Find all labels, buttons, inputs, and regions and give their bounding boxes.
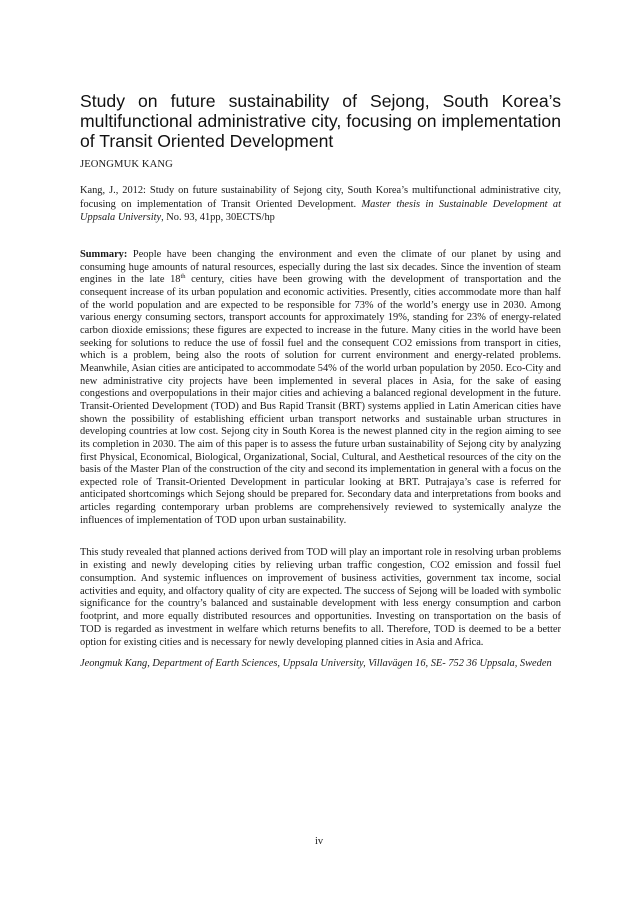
citation-series: Master thesis in Sustainable Development at Uppsala University bbox=[80, 198, 562, 224]
author-affiliation: Jeongmuk Kang, Department of Earth Sciences, Uppsala University, Villavägen 16, SE- 752 36 Uppsala, Sweden bbox=[80, 658, 552, 669]
page-number: iv bbox=[314, 836, 324, 847]
citation bbox=[80, 184, 561, 225]
citation-suffix: , No. 93, 41pp, 30ECTS/hp bbox=[161, 212, 275, 224]
summary-label: Summary: bbox=[80, 249, 128, 260]
summary-text-part2: century, cities have been growing with the development of transportation and the consequent increase of its urban population and economic activities. Presently, cities accommodate more than half of the world population and are expected to be responsible for 73% of the world’s energy use in 2030. Among various energy consuming sectors, transport accounts for approximately 19%, standing for 23% of energy-related carbon dioxide emissions; these figures are expected to increase in the future. Many cities in the world have been seeking for solutions to reduce the use of fossil fuel and the consequent CO2 emissions from transport in cities, which is a problem, being also the roots of solution for current environment and energy-related problems. Meanwhile, Asian cities are anticipated to accommodate 54% of the world urban population by 2050. Eco-City and new administrative city projects have been implemented in several places in Asia, for the sake of easing congestions and overpopulations in their major cities and achieving a balanced regional development in the future. Transit-Oriented Development (TOD) and Bus Rapid Transit (BRT) systems applied in Latin American cities have shown the possibility of establishing efficient urban transport networks and sustainable urban structures in developing countries at low cost. Sejong city in South Korea is the newest planned city in the region aiming to see its completion in 2030. The aim of this paper is to assess the future urban sustainability of Sejong city by analyzing first Physical, Economical, Biological, Organizational, Social, Cultural, and Aesthetical resources of the city on the basis of the Master Plan of the construction of the city and second its implementation in general with a focus on the expected role of Transit-Oriented Development in particular looking at BRT. Putrajaya’s case is referred for anticipated shortcomings which Sejong should be prepared for. Secondary data and interpretations from books and articles regarding contemporary urban problems are comprehensively reviewed to systemically analyze the influences of implementation of TOD upon urban sustainability. bbox=[80, 274, 561, 526]
findings-paragraph: This study revealed that planned actions derived from TOD will play an important role in resolving urban problems in existing and newly developing cities by relieving urban traffic congestion, CO2 emission and fossil fuel consumption. And systemic influences on improvement of business activities, government tax income, social activities and equity, and olfactory quality of city are expected. The success of Sejong will be loaded with symbolic significance for the country’s balanced and sustainable development with less energy consumption and carbon footprint, and more equally distributed resources and opportunities. Investing on transportation on the basis of TOD is regarded as investment in welfare which returns benefits to all. Therefore, TOD is deemed to be a better option for existing cities and is necessary for newly developing planned cities in Asia and Africa. bbox=[80, 547, 561, 648]
citation-prefix: Kang, J., 2012: Study on future sustainability of Sejong city, South Korea’s multifunctional administrative city, focusing on implementation of Transit Oriented Development. bbox=[80, 185, 561, 210]
document-title: Study on future sustainability of Sejong, South Korea’s multifunctional administrative city, focusing on implementation of Transit Oriented Development bbox=[80, 91, 561, 152]
summary-superscript: th bbox=[180, 273, 186, 281]
summary-paragraph bbox=[80, 249, 561, 527]
summary-text-part1: People have been changing the environment and even the climate of our planet by using and consuming huge amounts of natural resources, especially during the last six decades. Since the invention of steam engines in the late 18 bbox=[80, 249, 561, 286]
author-name: JEONGMUK KANG bbox=[80, 159, 173, 170]
